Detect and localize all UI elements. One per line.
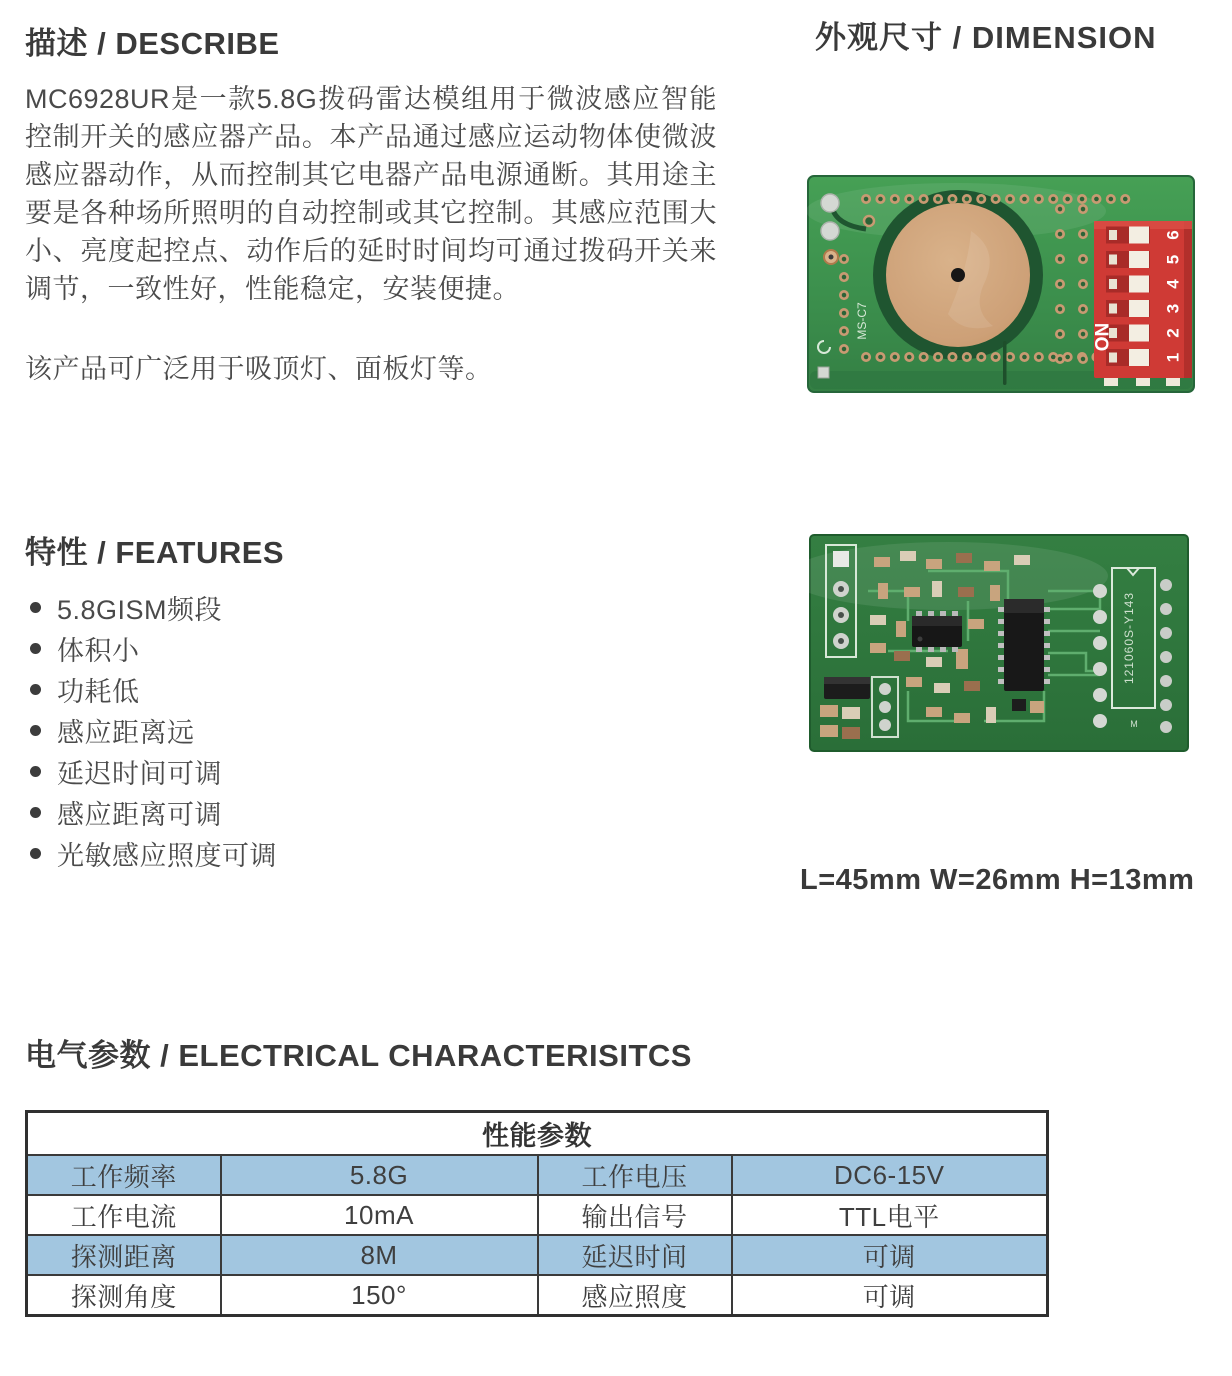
param-label: 探测角度: [27, 1275, 221, 1316]
pcb-front-illustration: [806, 171, 1196, 395]
soic8-ic: [912, 611, 962, 652]
dip-on-label: ON: [1092, 322, 1114, 352]
dip-number-5: 5: [1163, 254, 1183, 265]
dimension-caption: L=45mm W=26mm H=13mm: [800, 864, 1195, 896]
dip-number-6: 6: [1163, 230, 1183, 240]
pcb-back-illustration: [808, 531, 1190, 755]
bullet-icon: [30, 766, 41, 777]
features-list: [30, 587, 277, 874]
param-value: 5.8G: [221, 1155, 538, 1195]
param-label: 工作电压: [538, 1155, 732, 1195]
electrical-heading: 电气参数 / ELECTRICAL CHARACTERISITCS: [25, 1038, 692, 1073]
param-value: 10mA: [221, 1195, 538, 1235]
dip-number-4: 4: [1163, 279, 1183, 289]
describe-heading: 描述 / DESCRIBE: [25, 26, 280, 61]
svg-text:M: M: [1130, 719, 1138, 729]
feature-item: [30, 669, 277, 710]
dip-number-2: 2: [1163, 328, 1183, 338]
silkscreen-label-front: MS-C7: [855, 302, 869, 340]
table-row: [27, 1235, 1048, 1275]
param-label: 感应照度: [538, 1275, 732, 1316]
feature-label: 体积小: [57, 636, 140, 666]
feature-item: [30, 710, 277, 751]
antenna-feed-hole: [951, 268, 965, 282]
table-title: 性能参数: [27, 1112, 1048, 1156]
param-label: 输出信号: [538, 1195, 732, 1235]
feature-label: 5.8GISM频段: [57, 595, 223, 625]
fiducial-pad: [818, 367, 829, 378]
param-label: 延迟时间: [538, 1235, 732, 1275]
pcb-back-photo: [808, 531, 1190, 755]
table-row: [27, 1155, 1048, 1195]
feature-item: [30, 792, 277, 833]
feature-item: [30, 751, 277, 792]
dip-number-3: 3: [1163, 303, 1183, 314]
feature-item: [30, 833, 277, 874]
solder-pad: [821, 194, 839, 212]
bullet-icon: [30, 643, 41, 654]
table-row: [27, 1195, 1048, 1235]
dip-number-1: 1: [1163, 352, 1183, 363]
dimension-heading: 外观尺寸 / DIMENSION: [815, 20, 1157, 55]
feature-label: 延迟时间可调: [57, 759, 222, 789]
param-label: 工作频率: [27, 1155, 221, 1195]
describe-paragraph: MC6928UR是一款5.8G拨码雷达模组用于微波感应智能控制开关的感应器产品。本产品通过感应运动物体使微波感应器动作，从而控制其它电器产品电源通断。其用途主要是各种场所照明的自动控制或其它控制。其感应范围大小、亮度起控点、动作后的延时时间均可通过拨码开关来调节，一致性好，性能稳定，安装便捷。: [25, 84, 717, 304]
table-header-row: [27, 1112, 1048, 1156]
feature-label: 感应距离可调: [57, 800, 222, 830]
features-heading: 特性 / FEATURES: [25, 535, 285, 570]
solder-pad: [821, 222, 839, 240]
feature-item: [30, 628, 277, 669]
param-value: 150°: [221, 1275, 538, 1316]
bullet-icon: [30, 848, 41, 859]
feature-label: 功耗低: [57, 677, 140, 707]
feature-label: 感应距离远: [57, 718, 195, 748]
param-value: DC6-15V: [732, 1155, 1048, 1195]
bullet-icon: [30, 684, 41, 695]
feature-label: 光敏感应照度可调: [57, 841, 277, 871]
ssop16-ic: [998, 599, 1050, 691]
feature-item: [30, 587, 277, 628]
param-label: 探测距离: [27, 1235, 221, 1275]
bullet-icon: [30, 725, 41, 736]
param-value: 可调: [732, 1275, 1048, 1316]
describe-application-paragraph: 该产品可广泛用于吸顶灯、面板灯等。: [25, 354, 493, 384]
bullet-icon: [30, 807, 41, 818]
bullet-icon: [30, 602, 41, 613]
param-value: 可调: [732, 1235, 1048, 1275]
dip-switch: [1093, 221, 1193, 386]
param-value: 8M: [221, 1235, 538, 1275]
param-label: 工作电流: [27, 1195, 221, 1235]
electrical-table: [25, 1110, 1049, 1317]
silkscreen-label-back: 121060S-Y143: [1122, 591, 1136, 685]
table-row: [27, 1275, 1048, 1316]
param-value: TTL电平: [732, 1195, 1048, 1235]
pcb-front-photo: [806, 171, 1196, 395]
pcb-slot: [1003, 341, 1007, 385]
